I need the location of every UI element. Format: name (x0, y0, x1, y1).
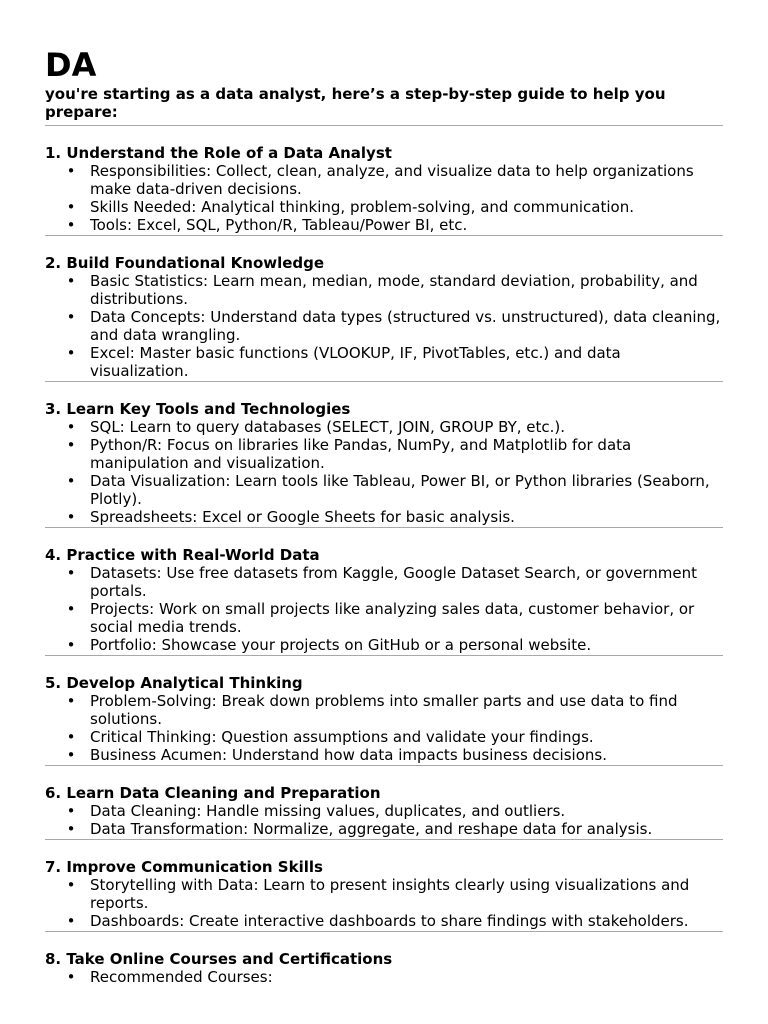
section-heading: 7. Improve Communication Skills (45, 858, 323, 876)
list-item-text: Critical Thinking: Question assumptions and validate your findings. (90, 728, 594, 746)
list-item-text: Data Visualization: Learn tools like Tableau, Power BI, or Python libraries (Seaborn, Plotly). (90, 472, 710, 508)
bullet-icon: • (66, 216, 76, 234)
bullet-icon: • (66, 728, 76, 746)
bullet-list (45, 272, 723, 380)
list-item-text: Storytelling with Data: Learn to present insights clearly using visualizations and reports. (90, 876, 690, 912)
list-item-text: Responsibilities: Collect, clean, analyze, and visualize data to help organizations make data-driven decisions. (90, 162, 694, 198)
list-item (66, 216, 723, 234)
list-item (66, 308, 723, 344)
section-heading: 4. Practice with Real-World Data (45, 546, 320, 564)
bullet-icon: • (66, 820, 76, 838)
list-item-text: Tools: Excel, SQL, Python/R, Tableau/Power BI, etc. (90, 216, 468, 234)
list-item (66, 198, 723, 216)
list-item-text: Projects: Work on small projects like analyzing sales data, customer behavior, or social media trends. (90, 600, 695, 636)
bullet-list (45, 802, 723, 838)
list-item (66, 344, 723, 380)
bullet-list (45, 418, 723, 526)
bullet-list (45, 564, 723, 654)
section-heading: 2. Build Foundational Knowledge (45, 254, 325, 272)
document-title: DA (45, 46, 97, 84)
section (45, 236, 723, 382)
bullet-icon: • (66, 272, 76, 290)
bullet-icon: • (66, 600, 76, 618)
list-item (66, 728, 723, 746)
bullet-list (45, 968, 723, 986)
section (45, 932, 723, 986)
list-item (66, 564, 723, 600)
list-item-text: Data Concepts: Understand data types (structured vs. unstructured), data cleaning, and data wrangling. (90, 308, 721, 344)
list-item-text: Dashboards: Create interactive dashboards to share findings with stakeholders. (90, 912, 689, 930)
bullet-list (45, 876, 723, 930)
list-item-text: Basic Statistics: Learn mean, median, mode, standard deviation, probability, and distributions. (90, 272, 698, 308)
list-item (66, 968, 723, 986)
section-heading: 3. Learn Key Tools and Technologies (45, 400, 351, 418)
bullet-list (45, 692, 723, 764)
list-item (66, 418, 723, 436)
list-item (66, 636, 723, 654)
bullet-icon: • (66, 912, 76, 930)
bullet-icon: • (66, 508, 76, 526)
bullet-list (45, 162, 723, 234)
section-heading: 6. Learn Data Cleaning and Preparation (45, 784, 381, 802)
bullet-icon: • (66, 198, 76, 216)
bullet-icon: • (66, 746, 76, 764)
bullet-icon: • (66, 418, 76, 436)
list-item-text: Python/R: Focus on libraries like Pandas, NumPy, and Matplotlib for data manipulation and visualization. (90, 436, 632, 472)
list-item-text: Portfolio: Showcase your projects on GitHub or a personal website. (90, 636, 592, 654)
list-item-text: Datasets: Use free datasets from Kaggle, Google Dataset Search, or government portals. (90, 564, 698, 600)
bullet-icon: • (66, 308, 76, 326)
section (45, 766, 723, 840)
bullet-icon: • (66, 472, 76, 490)
section-heading: 8. Take Online Courses and Certifications (45, 950, 393, 968)
list-item (66, 272, 723, 308)
list-item-text: Skills Needed: Analytical thinking, problem-solving, and communication. (90, 198, 634, 216)
list-item-text: Business Acumen: Understand how data impacts business decisions. (90, 746, 607, 764)
list-item (66, 508, 723, 526)
sections-container (45, 126, 723, 986)
section-heading: 5. Develop Analytical Thinking (45, 674, 303, 692)
bullet-icon: • (66, 436, 76, 454)
list-item (66, 876, 723, 912)
document-subtitle: you're starting as a data analyst, here’s a step-by-step guide to help you prepare: (45, 85, 666, 121)
list-item (66, 692, 723, 728)
section-heading: 1. Understand the Role of a Data Analyst (45, 144, 392, 162)
list-item (66, 820, 723, 838)
list-item-text: Excel: Master basic functions (VLOOKUP, IF, PivotTables, etc.) and data visualization. (90, 344, 621, 380)
bullet-icon: • (66, 162, 76, 180)
list-item (66, 472, 723, 508)
list-item (66, 912, 723, 930)
section (45, 840, 723, 932)
list-item (66, 436, 723, 472)
bullet-icon: • (66, 344, 76, 362)
list-item (66, 802, 723, 820)
list-item (66, 746, 723, 764)
list-item-text: Problem-Solving: Break down problems into smaller parts and use data to find solutions. (90, 692, 678, 728)
section (45, 126, 723, 236)
list-item (66, 162, 723, 198)
bullet-icon: • (66, 802, 76, 820)
list-item-text: Recommended Courses: (90, 968, 273, 986)
list-item-text: SQL: Learn to query databases (SELECT, JOIN, GROUP BY, etc.). (90, 418, 566, 436)
bullet-icon: • (66, 876, 76, 894)
bullet-icon: • (66, 692, 76, 710)
section (45, 656, 723, 766)
section (45, 382, 723, 528)
bullet-icon: • (66, 968, 76, 986)
section (45, 528, 723, 656)
list-item-text: Data Transformation: Normalize, aggregate, and reshape data for analysis. (90, 820, 653, 838)
bullet-icon: • (66, 564, 76, 582)
bullet-icon: • (66, 636, 76, 654)
list-item-text: Data Cleaning: Handle missing values, duplicates, and outliers. (90, 802, 566, 820)
list-item (66, 600, 723, 636)
list-item-text: Spreadsheets: Excel or Google Sheets for basic analysis. (90, 508, 515, 526)
